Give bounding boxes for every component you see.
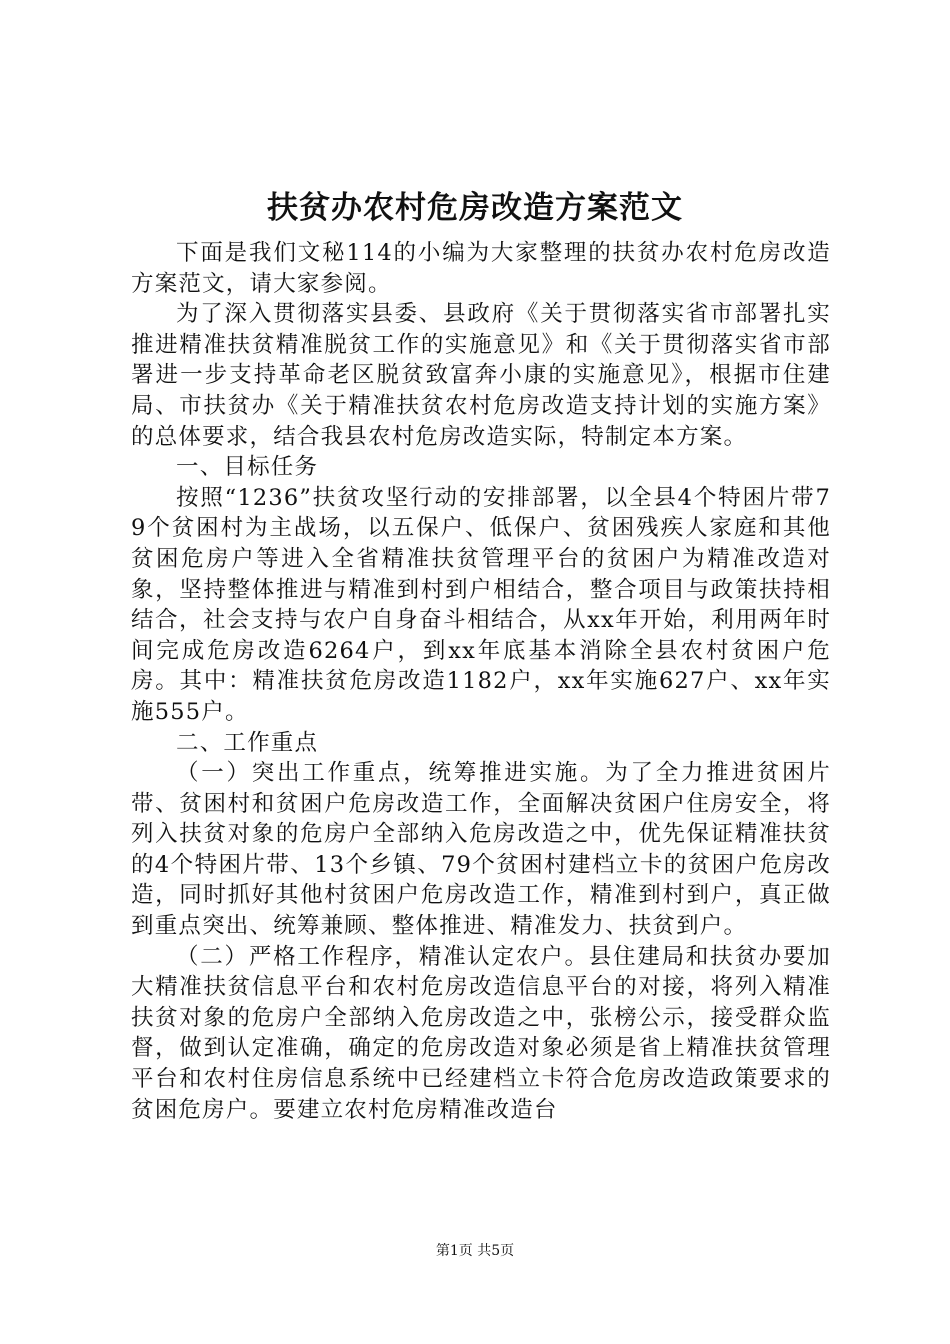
intro-paragraph: 下面是我们文秘114的小编为大家整理的扶贫办农村危房改造方案范文，请大家参阅。 [131, 240, 831, 297]
section-heading-focus: 二、工作重点 [176, 729, 319, 756]
section-heading-goals: 一、目标任务 [176, 454, 319, 481]
focus-item-2-paragraph: （二）严格工作程序，精准认定农户。县住建局和扶贫办要加大精准扶贫信息平台和农村危房改造信息平台的对接，将列入精准扶贫对象的危房户全部纳入危房改造之中，张榜公示，接受群众监督，做到认定准确，确定的危房改造对象必须是省上精准扶贫管理平台和农村住房信息系统中已经建档立卡符合危房改造政策要求的贫困危房户。要建立农村危房精准改造台 [131, 943, 831, 1123]
goals-paragraph: 按照“1236”扶贫攻坚行动的安排部署，以全县4个特困片带79个贫困村为主战场，以五保户、低保户、贫困残疾人家庭和其他贫困危房户等进入全省精准扶贫管理平台的贫困户为精准改造对象，坚持整体推进与精准到村到户相结合，整合项目与政策扶持相结合，社会支持与农户自身奋斗相结合，从xx年开始，利用两年时间完成危房改造6264户，到xx年底基本消除全县农村贫困户危房。其中：精准扶贫危房改造1182户，xx年实施627户、xx年实施555户。 [131, 484, 831, 725]
page-footer: 第1页 共5页 [435, 1243, 515, 1259]
document-body [131, 238, 831, 1125]
focus-item-1-paragraph: （一）突出工作重点，统筹推进实施。为了全力推进贫困片带、贫困村和贫困户危房改造工作，全面解决贫困户住房安全，将列入扶贫对象的危房户全部纳入危房改造之中，优先保证精准扶贫的4个特困片带、13个乡镇、79个贫困村建档立卡的贫困户危房改造，同时抓好其他村贫困户危房改造工作，精准到村到户，真正做到重点突出、统筹兼顾、整体推进、精准发力、扶贫到户。 [131, 760, 831, 940]
preamble-paragraph: 为了深入贯彻落实县委、县政府《关于贯彻落实省市部署扎实推进精准扶贫精准脱贫工作的实施意见》和《关于贯彻落实省市部署进一步支持革命老区脱贫致富奔小康的实施意见》，根据市住建局、市扶贫办《关于精准扶贫农村危房改造支持计划的实施方案》的总体要求，结合我县农村危房改造实际，特制定本方案。 [131, 301, 831, 450]
document-title: 扶贫办农村危房改造方案范文 [267, 190, 683, 226]
